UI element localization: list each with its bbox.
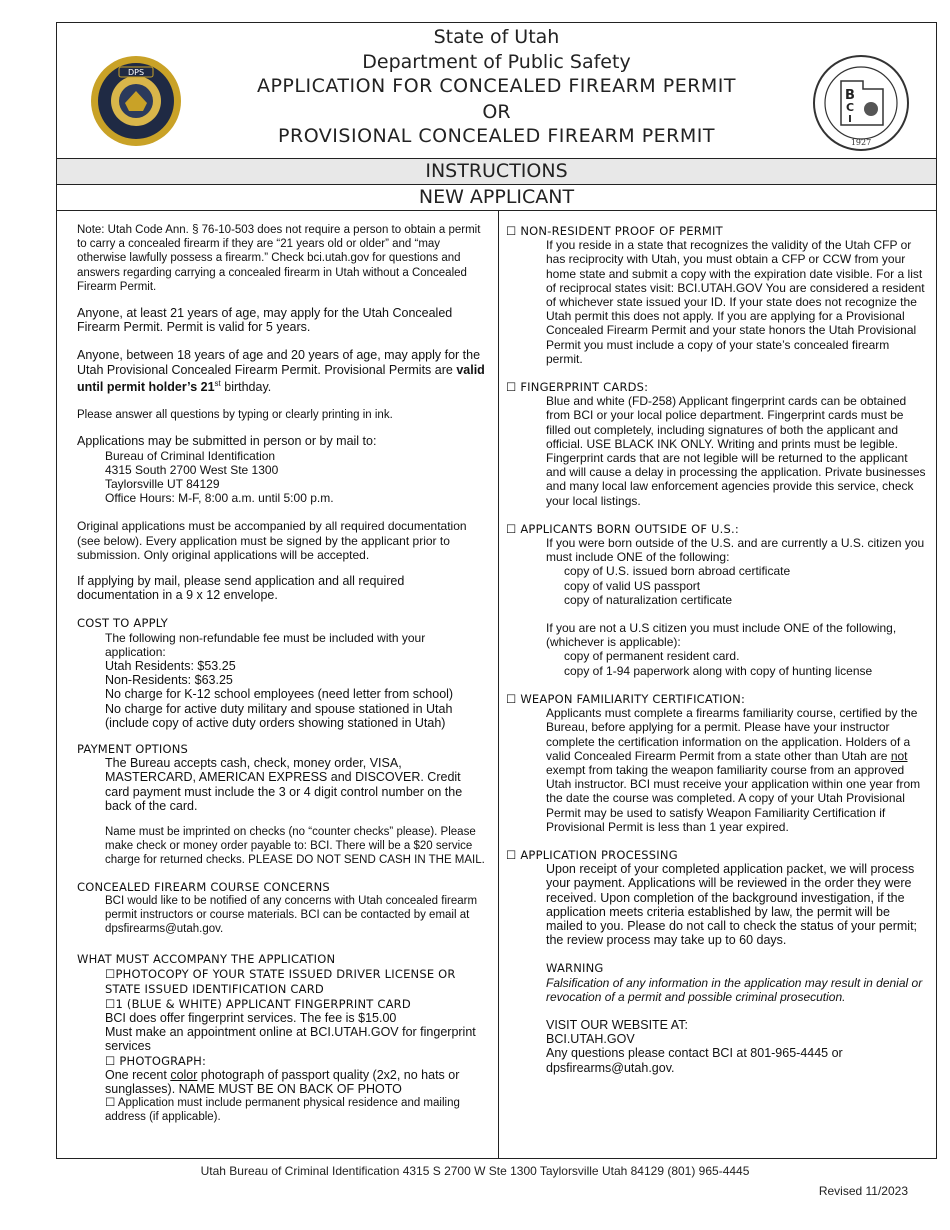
fingerprint-text: Blue and white (FD-258) Applicant fingerprint cards can be obtained from BCI or your local police department. Fingerprint cards must be filled out completely, including signatures of both the applicant and official. USE BLACK INK ONLY. Writing and prints must be legible. Fingerprint cards that are not legible will be returned to the applicant and will cause a delay in processing the application. Private businesses and many local law enforcement agencies provide this service, check your local listings. (546, 394, 926, 508)
submit-paragraph: Applications may be submitted in person or by mail to: (77, 434, 377, 449)
accompany-heading: WHAT MUST ACCOMPANY THE APPLICATION (77, 952, 336, 967)
form-title-or: OR (482, 101, 511, 123)
cost-heading: COST TO APPLY (77, 616, 169, 631)
processing-heading: ☐ APPLICATION PROCESSING (506, 847, 678, 862)
header (57, 23, 936, 158)
svg-text:DPS: DPS (127, 68, 145, 77)
ink-instruction: Please answer all questions by typing or clearly printing in ink. (77, 409, 393, 422)
svg-text:I: I (848, 114, 852, 125)
original-applications-paragraph: Original applications must be accompanied by all required documentation (see below). Every application must be signed by the applicant prior to submission. Only original applications will be accepted. (77, 519, 467, 562)
footer-address: Utah Bureau of Criminal Identification 4315 S 2700 W Ste 1300 Taylorsville Utah 84129 (801) 965-4445 (200, 1164, 750, 1178)
born-outside-heading: ☐ APPLICANTS BORN OUTSIDE OF U.S.: (506, 521, 739, 536)
website-block: VISIT OUR WEBSITE AT: BCI.UTAH.GOV Any questions please contact BCI at 801-965-4445 or dpsfirearms@utah.gov. (546, 1018, 926, 1075)
cost-details: The following non-refundable fee must be included with your application: Utah Residents: $53.25 Non-Residents: $63.25 No charge for K-12 school employees (need letter from school) No charge for active duty military and spouse stationed in Utah (include copy of active duty orders showing stationed in Utah) (105, 630, 454, 730)
instructions-bar: INSTRUCTIONS (57, 158, 936, 184)
payment-heading: PAYMENT OPTIONS (77, 742, 189, 757)
svg-text:1927: 1927 (850, 138, 872, 147)
website-link[interactable]: BCI.UTAH.GOV (546, 1032, 635, 1047)
form-title-1: APPLICATION FOR CONCEALED FIREARM PERMIT (256, 75, 737, 97)
non-resident-text: If you reside in a state that recognizes the validity of the Utah CFP or has reciprocity with Utah, you must obtain a CFP or CCW from your home state and submit a copy with the expiration date visible. For a list of reciprocal states visit: BCI.UTAH.GOV You are considered a resident of whichever state issued your ID. If your state does not recognize the Utah permit this does not apply. If you are applying for a Provisional Concealed Firearm Permit and your state honors the Utah Provisional Permit you must include a copy of your state’s concealed firearm permit. (546, 238, 925, 366)
processing-text: Upon receipt of your completed application packet, we will process your payment. Applications will be reviewed in the order they were received. Upon completion of the background investigation, if the application meets criteria established by law, the permit will be mailed to you. Please do not call to check the status of your permit; the review process may take up to 60 days. (546, 862, 918, 948)
warning-block: WARNING Falsification of any information in the application may result in denial or revocation of a permit and possible criminal prosecution. (546, 961, 923, 1004)
course-concerns-text: BCI would like to be notified of any concerns with Utah concealed firearm permit instructors or course materials. BCI can be contacted by email at dpsfirearms@utah.gov. (105, 894, 478, 936)
state-title: State of Utah (433, 26, 560, 48)
fingerprint-heading: ☐ FINGERPRINT CARDS: (506, 380, 649, 395)
weapon-familiarity-heading: ☐ WEAPON FAMILIARITY CERTIFICATION: (506, 691, 746, 706)
mailing-address: Bureau of Criminal Identification 4315 South 2700 West Ste 1300 Taylorsville UT 84129 Office Hours: M-F, 8:00 a.m. until 5:00 p.m. (105, 448, 334, 506)
revision-date: Revised 11/2023 (818, 1184, 908, 1198)
new-applicant-bar: NEW APPLICANT (57, 184, 936, 211)
accompany-list: ☐PHOTOCOPY OF YOUR STATE ISSUED DRIVER LICENSE OR STATE ISSUED IDENTIFICATION CARD ☐1 (BLUE & WHITE) APPLICANT FINGERPRINT CARD BCI does offer fingerprint services. The fee is $15.00 Must make an appointment online at BCI.UTAH.GOV for fingerprint services ☐ PHOTOGRAPH: One recent color photograph of passport quality (2x2, no hats or sunglasses). NAME MUST BE ON BACK OF PHOTO ☐ Application must include permanent physical residence and mailing address (if applicable). (105, 966, 476, 1124)
svg-text:B: B (845, 88, 855, 103)
mail-envelope-paragraph: If applying by mail, please send application and all required documentation in a 9 x 12 envelope. (77, 574, 405, 603)
weapon-familiarity-text: Applicants must complete a firearms familiarity course, certified by the Bureau, before applying for a permit. Please have your instructor complete the certification information on the application. Holders of a valid Concealed Firearm Permit from a state other than Utah are not exempt from taking the weapon familiarity course from an approved Utah instructor. BCI must receive your application within one year from the date the course was completed. A copy of your Utah Provisional Permit may be used to satisfy Weapon Familiarity Certification if Provisional Permit is less than 1 year expired. (546, 706, 921, 834)
form-title-2: PROVISIONAL CONCEALED FIREARM PERMIT (278, 125, 715, 147)
left-column (77, 223, 487, 1125)
department-title: Department of Public Safety (362, 51, 631, 73)
svg-text:C: C (845, 101, 855, 114)
non-resident-heading: ☐ NON-RESIDENT PROOF OF PERMIT (506, 224, 723, 238)
age-18-paragraph: Anyone, between 18 years of age and 20 years of age, may apply for the Utah Provisional Concealed Firearm Permit. Provisional Permits are valid until permit holder’s 21st birthday. (77, 348, 485, 394)
note-paragraph: Note: Utah Code Ann. § 76-10-503 does not require a person to obtain a permit to carry a concealed firearm if they are “21 years old or older” and “may otherwise lawfully possess a firearm.” Check bci.utah.gov for questions and answers regarding carrying a concealed firearm in Utah without a Concealed Firearm Permit. (77, 224, 481, 293)
born-outside-details: If you were born outside of the U.S. and are currently a U.S. citizen you must include ONE of the following: copy of U.S. issued born abroad certificate copy of valid US passport copy of naturalization certificate If you are not a U.S citizen you must include ONE of the following, (whichever is applicable): copy of permanent resident card. copy of 1-94 paperwork along with copy of hunting license (546, 536, 925, 678)
course-concerns-heading: CONCEALED FIREARM COURSE CONCERNS (77, 879, 330, 894)
column-divider (498, 211, 499, 1158)
payment-details: The Bureau accepts cash, check, money order, VISA, MASTERCARD, AMERICAN EXPRESS and DISCOVER. Credit card payment must include the 3 or 4 digit control number on the back of the card. Name must be imprinted on checks (no “counter checks” please). Please make check or money order payable to: BCI. There will be a $20 service charge for returned checks. PLEASE DO NOT SEND CASH IN THE MAIL. (105, 756, 485, 867)
age-21-paragraph: Anyone, at least 21 years of age, may apply for the Utah Concealed Firearm Permit. Permit is valid for 5 years. (77, 306, 453, 335)
right-column (506, 224, 926, 1075)
